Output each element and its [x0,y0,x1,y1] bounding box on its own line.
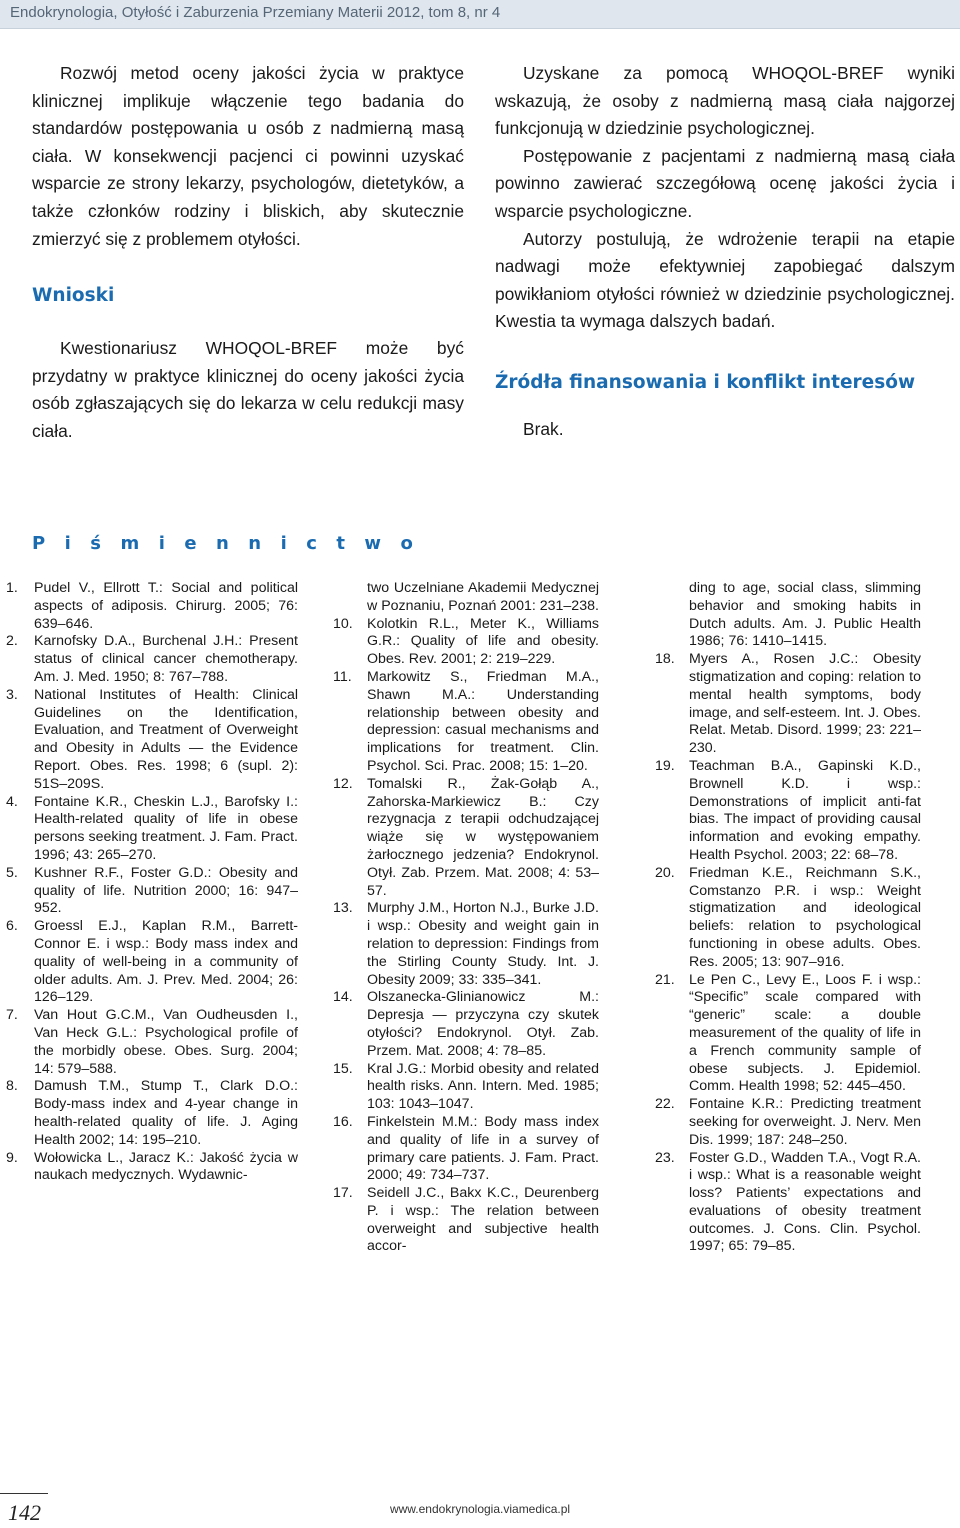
reference-continuation: two Uczelniane Akademii Medycznej w Poznaniu, Poznań 2001: 231–238. [367,580,599,614]
reference-text: Myers A., Rosen J.C.: Obesity stigmatization and coping: relation to mental health symptoms, body image, and self-esteem. Int. J. Obes. Relat. Metab. Disord. 1999; 23: 221–230. [689,651,921,757]
reference-text: Markowitz S., Friedman M.A., Shawn M.A.: Understanding relationship between obesity and depression: casual mechanisms and implications for treatment. Clin. Psychol. Sci. Prac. 2008; 15: 1–20. [367,668,599,774]
reference-text: Van Hout G.C.M., Van Oudheusden I., Van Heck G.L.: Psychological profile of the morbidly obese. Obes. Surg. 2004; 14: 579–588. [34,1007,298,1077]
reference-text: Foster G.D., Wadden T.A., Vogt R.A. i wsp.: What is a reasonable weight loss? Patients’ expectations and evaluations of obesity treatment outcomes. J. Cons. Clin. Psychol. 1997; 65: 79–85. [689,1149,921,1255]
reference-item [0,1007,298,1078]
references-list-3 [655,580,921,1256]
reference-item [0,633,298,686]
reference-number: 6. [6,918,18,935]
reference-number: 1. [6,580,18,596]
funding-text: Brak. [523,418,564,439]
reference-item [0,918,298,1007]
reference-text: Kushner R.F., Foster G.D.: Obesity and quality of life. Nutrition 2000; 16: 947–952. [34,864,298,917]
reference-item [0,687,298,794]
wnioski-heading: Wnioski [32,285,115,307]
reference-item [333,1061,599,1114]
wnioski-paragraph: Kwestionariusz WHOQOL-BREF może być przydatny w praktyce klinicznej do oceny jakości życia osób zgłaszających się do lekarza w celu redukcji masy ciała. [32,338,464,441]
reference-item [655,1096,921,1149]
reference-item [0,1078,298,1149]
reference-text: Wołowicka L., Jaracz K.: Jakość życia w naukach medycznych. Wydawnic- [34,1149,298,1184]
funding-heading: Źródła finansowania i konflikt interesów [495,371,916,393]
journal-header-bar [0,0,960,29]
reference-item [655,865,921,972]
reference-item [333,616,599,669]
reference-item [333,989,599,1060]
reference-continuation: ding to age, social class, slimming behavior and smoking habits in Dutch adults. Am. J. Public Health 1986; 76: 1410–1415. [689,580,921,650]
reference-number: 22. [655,1096,675,1113]
reference-number: 14. [333,989,353,1006]
reference-text: Le Pen C., Levy E., Loos F. i wsp.: “Specific” scale compared with “generic” scale: a double measurement of the quality of life in a French community sample of obese subjects. J. Epidemiol. Comm. Health 1998; 52: 445–450. [689,971,921,1095]
reference-item [655,972,921,1097]
reference-number: 9. [6,1149,18,1166]
reference-number: 19. [655,757,675,774]
authors-paragraph: Autorzy postulują, że wdrożenie terapii na etapie nadwagi może efektywniej zapobiegać dalszym powikłaniom otyłości również w dziedzinie psychologicznej. Kwestia ta wymaga dalszych badań. [495,228,955,332]
references-list-2 [333,580,599,1256]
reference-text: Kral J.G.: Morbid obesity and related health risks. Ann. Intern. Med. 1985; 103: 1043–1047. [367,1060,599,1113]
management-paragraph: Postępowanie z pacjentami z nadmierną masą ciała powinno zawierać szczegółową ocenę jakości życia i wsparcie psychologiczne. [495,145,955,221]
reference-text: National Institutes of Health: Clinical Guidelines on the Identification, Evaluation, and Treatment of Overweight and Obesity in Adults — the Evidence Report. Obes. Res. 1998; 6 (supl. 2): 51S–209S. [34,686,298,792]
reference-number: 11. [333,668,352,685]
reference-item [0,580,298,633]
reference-number: 8. [6,1078,18,1095]
reference-item [0,865,298,918]
reference-number: 7. [6,1007,18,1024]
reference-item [655,651,921,758]
reference-number: 15. [333,1060,353,1077]
reference-number: 4. [6,793,18,810]
reference-number: 20. [655,864,675,881]
reference-number: 21. [655,971,675,988]
reference-item [655,1150,921,1257]
reference-text: Tomalski R., Żak-Gołąb A., Zahorska-Markiewicz B.: Czy rezygnacja z terapii odchudzającej wiąże się w występowaniem żarłocznego jedzenia? Endokrynol. Otył. Zab. Przem. Mat. 2008; 4: 53–57. [367,775,599,899]
reference-item [0,794,298,865]
reference-item [333,776,599,901]
reference-number: 13. [333,900,353,917]
reference-number: 12. [333,775,353,792]
reference-number: 10. [333,615,353,632]
reference-item [333,1114,599,1185]
results-paragraph: Uzyskane za pomocą WHOQOL-BREF wyniki wskazują, że osoby z nadmierną masą ciała najgorzej funkcjonują w dziedzinie psychologicznej. [495,63,955,139]
reference-text: Karnofsky D.A., Burchenal J.H.: Present status of clinical cancer chemotherapy. Am. J. Med. 1950; 8: 767–788. [34,633,298,685]
references-list-1 [0,580,298,1185]
reference-text: Fontaine K.R., Cheskin L.J., Barofsky I.: Health-related quality of life in obese persons seeking treatment. J. Fam. Pract. 1996; 43: 265–270. [34,793,298,863]
reference-number: 16. [333,1113,353,1130]
references-column-2 [333,580,599,1256]
reference-text: Pudel V., Ellrott T.: Social and political aspects of adiposis. Chirurg. 2005; 76: 639–646. [34,580,298,632]
reference-text: Teachman B.A., Gapinski K.D., Brownell K.D. i wsp.: Demonstrations of implicit anti-fat bias. The impact of providing causal information and evoking empathy. Health Psychol. 2003; 22: 68–78. [689,757,921,863]
left-column [32,60,464,446]
reference-text: Damush T.M., Stump T., Clark D.O.: Body-mass index and 4-year change in health-related quality of life. J. Aging Health 2002; 14: 195–210. [34,1078,298,1148]
right-column [495,60,955,444]
reference-text: Finkelstein M.M.: Body mass index and quality of life in a survey of primary care patients. J. Fam. Pract. 2000; 49: 734–737. [367,1113,599,1184]
journal-header-title: Endokrynologia, Otyłość i Zaburzenia Przemiany Materii 2012, tom 8, nr 4 [10,4,501,21]
reference-text: Olszanecka-Glinianowicz M.: Depresja — przyczyna czy skutek otyłości? Endokrynol. Otył. Zab. Przem. Mat. 2008; 4: 78–85. [367,989,599,1059]
reference-number: 23. [655,1149,675,1166]
page-number: 142 [8,1500,41,1525]
footer-url: www.endokrynologia.viamedica.pl [389,1502,571,1516]
references-column-3 [655,580,921,1256]
reference-text: Seidell J.C., Bakx K.C., Deurenberg P. i wsp.: The relation between overweight and subjective health accor- [367,1185,599,1255]
reference-text: Murphy J.M., Horton N.J., Burke J.D. i wsp.: Obesity and weight gain in relation to depression: Findings from the Stirling County Study. Int. J. Obesity 2009; 33: 335–341. [367,900,599,988]
reference-item [655,758,921,865]
reference-item [0,1150,298,1186]
reference-number: 2. [6,633,18,650]
reference-text: Groessl E.J., Kaplan R.M., Barrett-Connor E. i wsp.: Body mass index and quality of well-being in a community of older adults. Am. J. Prev. Med. 2004; 26: 126–129. [34,918,298,1006]
reference-number: 5. [6,864,18,881]
reference-text: Friedman K.E., Reichmann S.K., Comstanzo P.R. i wsp.: Weight stigmatization and ideological beliefs: relation to psychological functioning in obese adults. Obes. Res. 2005; 13: 907–916. [689,864,921,970]
reference-item [333,900,599,989]
reference-number: 18. [655,651,675,668]
conclusion-paragraph: Rozwój metod oceny jakości życia w praktyce klinicznej implikuje włączenie tego badania do standardów postępowania u osób z nadmierną masą ciała. W konsekwencji pacjenci ci powinni uzyskać wsparcie ze strony lekarzy, psychologów, dietetyków, a także członków rodziny i bliskich, aby skutecznie zmierzyć się z problemem otyłości. [32,63,464,249]
references-column-1 [0,580,298,1185]
footer-rule [0,1493,48,1494]
reference-item [333,669,599,776]
reference-text: Kolotkin R.L., Meter K., Williams G.R.: Quality of life and obesity. Obes. Rev. 2001; 2: 219–229. [367,615,599,668]
references-title: P i ś m i e n n i c t w o [32,533,420,554]
reference-number: 3. [6,686,18,703]
reference-number: 17. [333,1185,353,1202]
reference-text: Fontaine K.R.: Predicting treatment seeking for overweight. J. Nerv. Men Dis. 1999; 187: 248–250. [689,1096,921,1148]
reference-item [333,1185,599,1256]
